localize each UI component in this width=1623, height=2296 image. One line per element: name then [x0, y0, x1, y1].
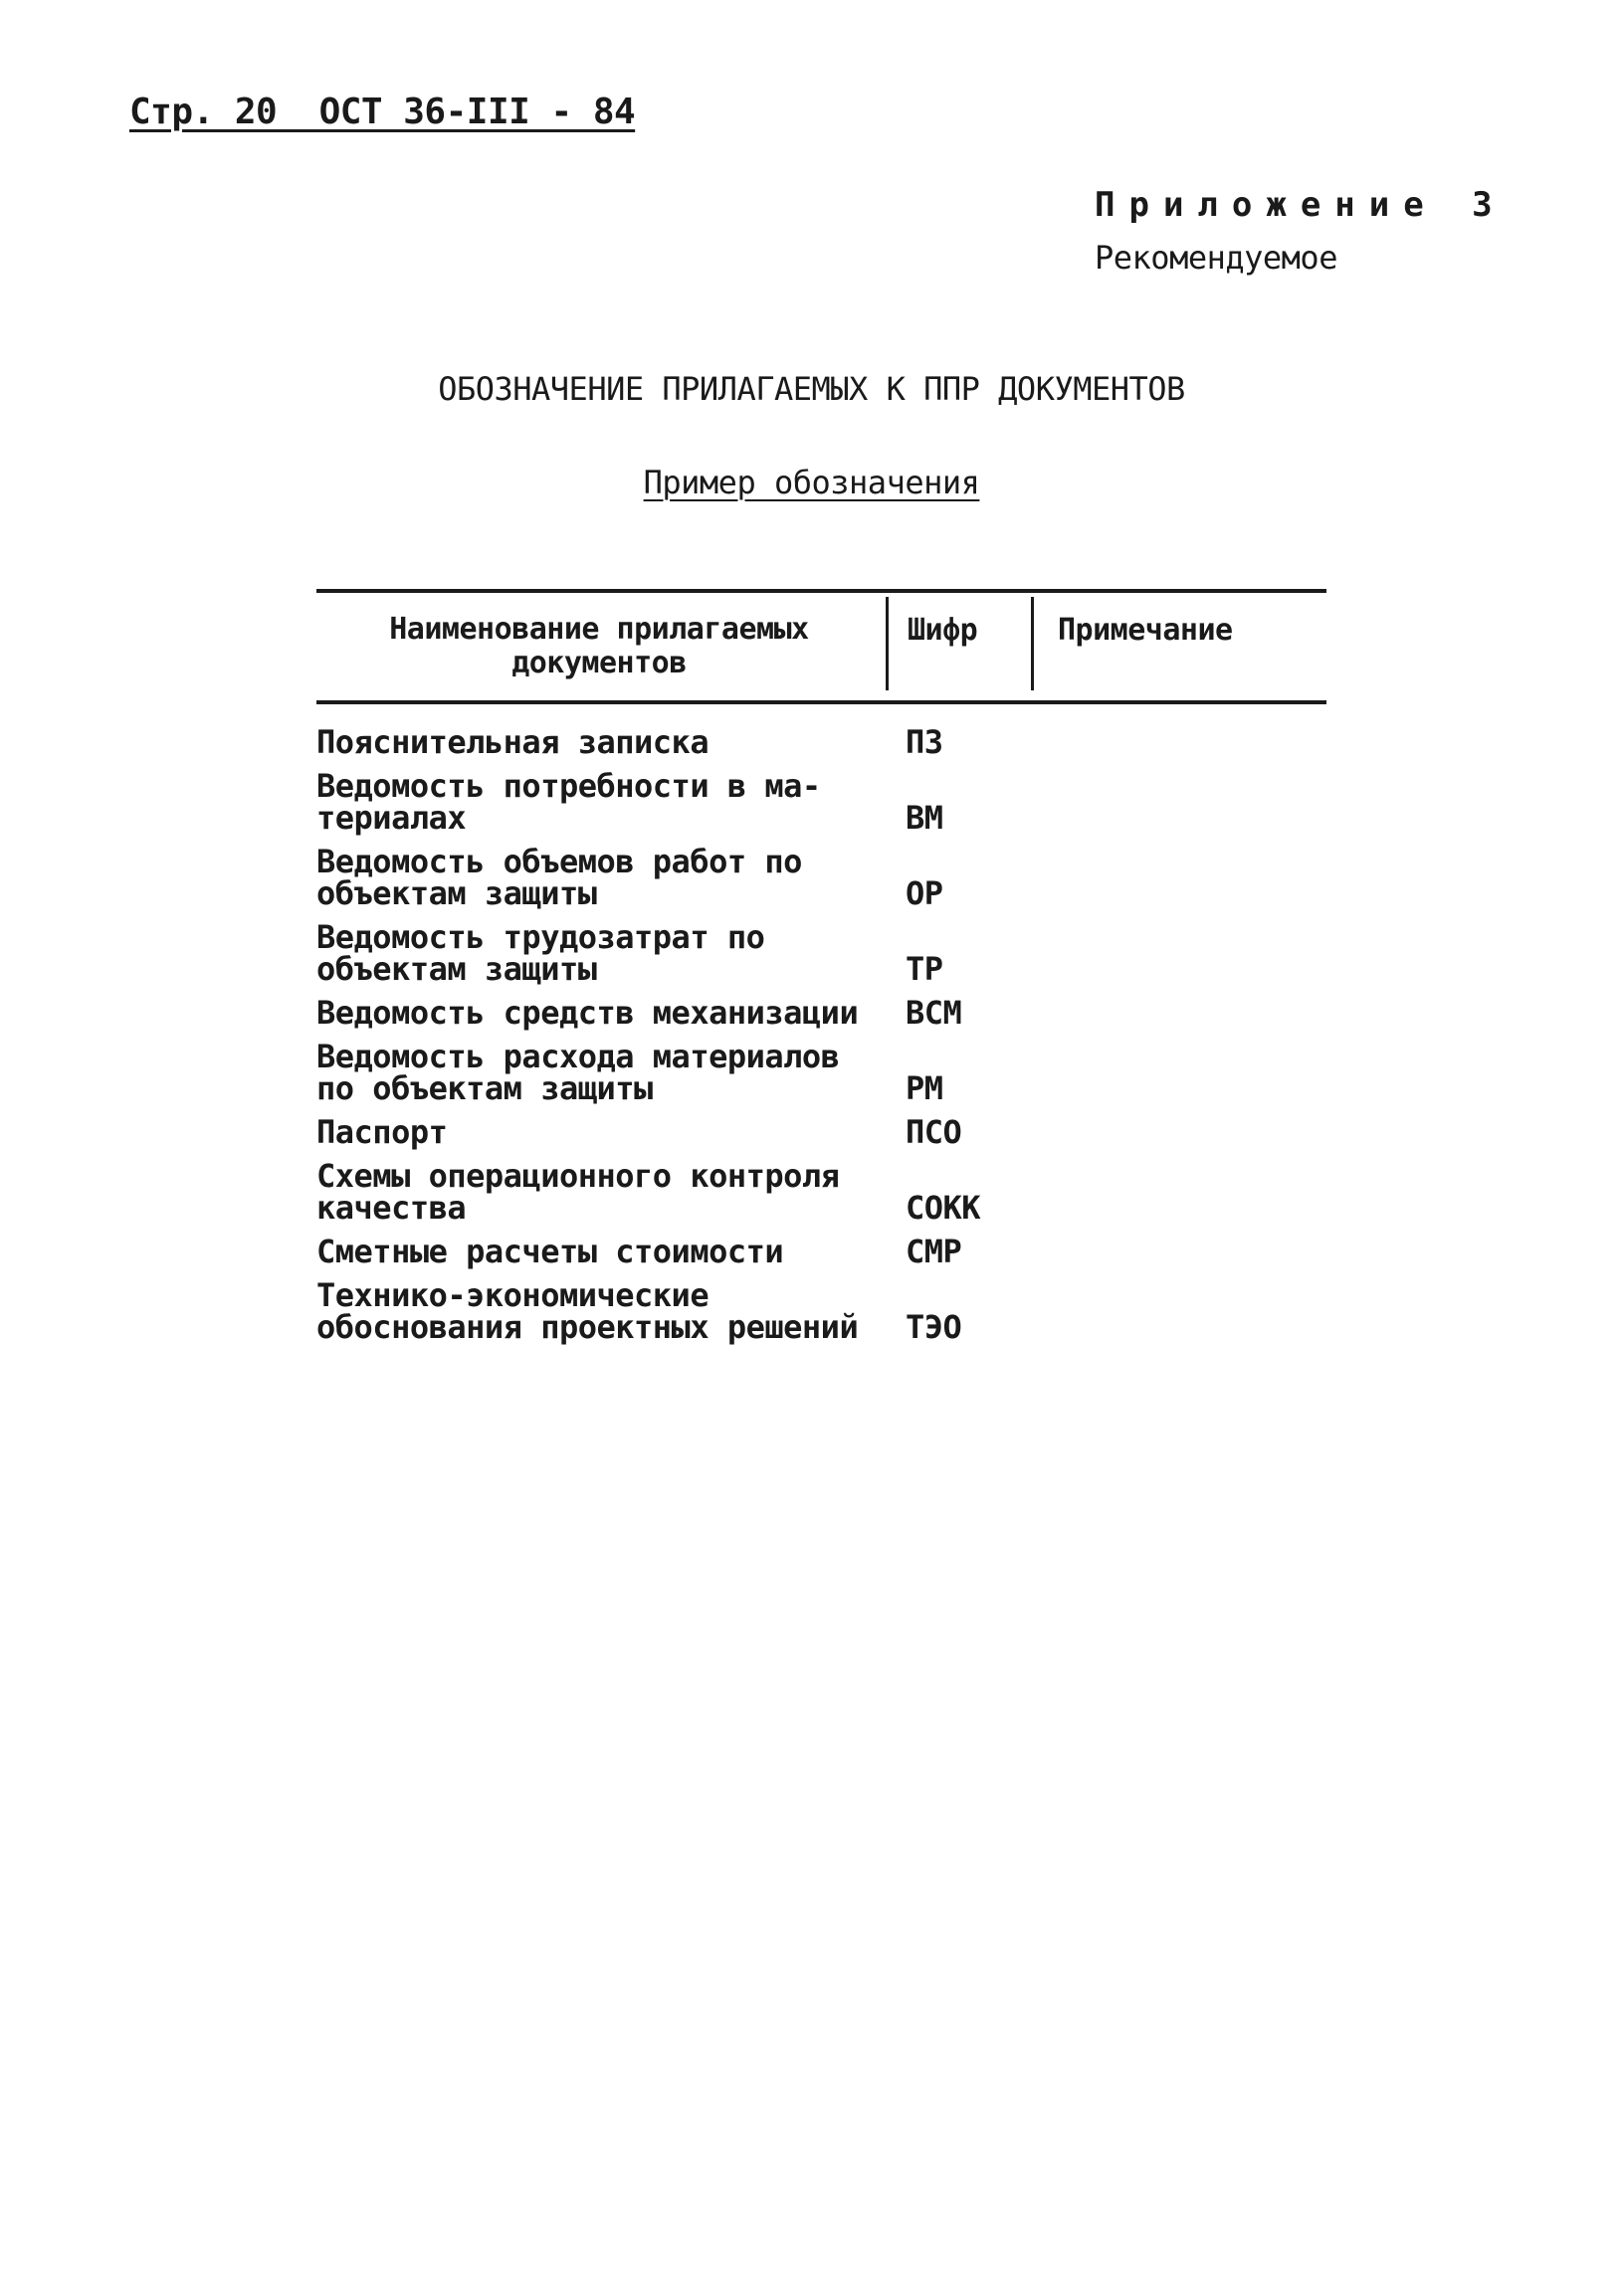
row-code: ВСМ [906, 994, 962, 1032]
table-body [316, 723, 1326, 1346]
table-row [316, 1157, 1326, 1227]
table-row [316, 994, 1326, 1032]
column-header-name: Наименование прилагаемых документов [389, 612, 809, 680]
column-header-note: Примечание [1058, 613, 1233, 648]
row-code: РМ [906, 1069, 943, 1107]
appendix-title: Приложение 3 [1095, 185, 1507, 225]
table-header [316, 593, 1326, 700]
table-row [316, 843, 1326, 912]
appendix-block [1095, 185, 1532, 277]
column-separator [886, 597, 889, 690]
appendix-status: Рекомендуемое [1095, 239, 1337, 277]
row-name: Технико-экономические обоснования проектных решений [316, 1276, 859, 1346]
table-row [316, 1113, 1326, 1151]
page-header: Стр. 20 ОСТ 36-III - 84 [129, 92, 636, 132]
row-name: Ведомость трудозатрат по объектам защиты [316, 918, 765, 988]
row-name: Схемы операционного контроля качества [316, 1157, 840, 1227]
row-name: Паспорт [316, 1113, 448, 1151]
table-row [316, 767, 1326, 837]
table-row [316, 918, 1326, 988]
document-title: ОБОЗНАЧЕНИЕ ПРИЛАГАЕМЫХ К ППР ДОКУМЕНТОВ [438, 370, 1185, 408]
row-code: ОР [906, 874, 943, 912]
column-separator [1031, 597, 1034, 690]
table-row [316, 1038, 1326, 1107]
row-code: ПСО [906, 1113, 962, 1151]
table-row [316, 1276, 1326, 1346]
row-code: ТЭО [906, 1308, 962, 1346]
table-header-rule [316, 700, 1326, 704]
row-name: Ведомость потребности в ма- териалах [316, 767, 821, 837]
column-header-code: Шифр [908, 613, 978, 648]
row-code: СМР [906, 1233, 962, 1270]
row-code: СОКК [906, 1189, 981, 1227]
table-row [316, 1233, 1326, 1270]
row-code: ВМ [906, 799, 943, 837]
documents-table [316, 589, 1326, 1346]
row-code: ПЗ [906, 723, 943, 761]
document-subtitle: Пример обозначения [643, 464, 980, 501]
table-row [316, 723, 1326, 761]
row-name: Ведомость объемов работ по объектам защиты [316, 843, 802, 912]
row-name: Пояснительная записка [316, 723, 710, 761]
document-subtitle-wrap [0, 464, 1623, 501]
row-name: Ведомость расхода материалов по объектам защиты [316, 1038, 840, 1107]
row-name: Сметные расчеты стоимости [316, 1233, 784, 1270]
row-name: Ведомость средств механизации [316, 994, 859, 1032]
row-code: ТР [906, 950, 943, 988]
